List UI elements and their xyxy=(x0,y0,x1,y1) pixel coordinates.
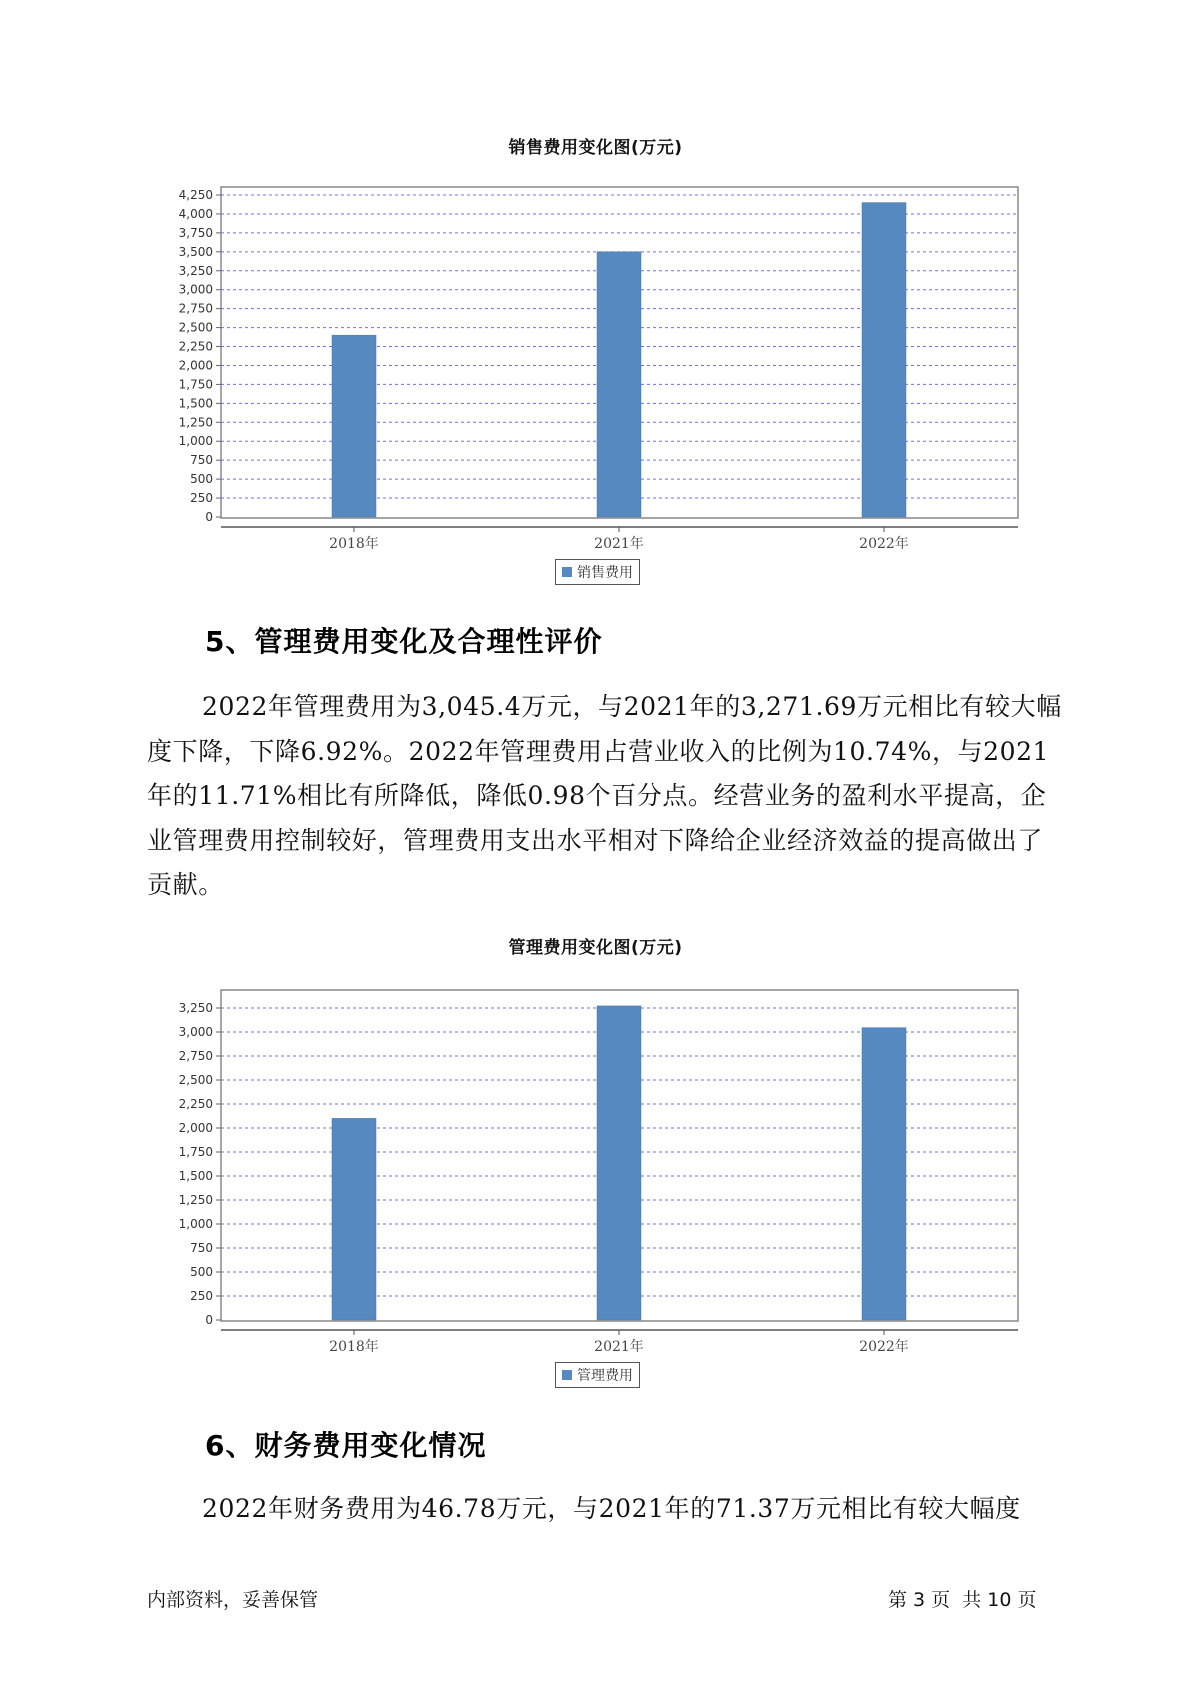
y-tick-label: 2,250 xyxy=(178,1097,213,1111)
y-tick-label: 2,500 xyxy=(178,320,213,335)
y-tick-label: 4,250 xyxy=(178,188,213,202)
x-tick-label: 2018年 xyxy=(329,1339,379,1355)
y-tick-label: 250 xyxy=(190,491,213,506)
section-5-heading: 5、管理费用变化及合理性评价 xyxy=(205,625,603,658)
bar xyxy=(862,1028,906,1320)
y-tick-label: 1,750 xyxy=(178,377,213,392)
y-tick-label: 1,500 xyxy=(178,1169,213,1183)
footer-left: 内部资料，妥善保管 xyxy=(147,1589,319,1611)
y-tick-label: 0 xyxy=(205,1313,213,1327)
x-tick-label: 2022年 xyxy=(859,536,909,552)
section-5-text: 2022年管理费用为3,045.4万元，与2021年的3,271.69万元相比有较大幅度下降，下降6.92%。2022年管理费用占营业收入的比例为10.74%，与2021年的11.71%相比有所降低，降低0.98个百分点。经营业务的盈利水平提高，企业管理费用控制较好，管理费用支出水平相对下降给企业经济效益的提高做出了贡献。 xyxy=(147,692,1062,899)
chart-title: 管理费用变化图(万元) xyxy=(508,938,683,958)
x-tick-label: 2021年 xyxy=(594,536,644,552)
y-tick-label: 3,750 xyxy=(178,225,213,240)
y-tick-label: 3,000 xyxy=(178,282,213,297)
y-tick-label: 3,000 xyxy=(178,1025,213,1039)
y-tick-label: 750 xyxy=(190,453,213,468)
y-tick-label: 2,000 xyxy=(178,1121,213,1135)
x-tick-label: 2018年 xyxy=(329,536,379,552)
legend-label: 销售费用 xyxy=(577,565,633,581)
y-tick-label: 500 xyxy=(190,1265,213,1279)
y-tick-label: 3,250 xyxy=(178,1001,213,1015)
legend-swatch xyxy=(562,1370,572,1380)
bar xyxy=(597,1006,641,1320)
section-6-paragraph xyxy=(147,1487,1067,1532)
y-tick-label: 1,250 xyxy=(178,415,213,430)
x-tick-label: 2022年 xyxy=(859,1339,909,1355)
x-tick-label: 2021年 xyxy=(594,1339,644,1355)
y-tick-label: 3,250 xyxy=(178,263,213,278)
y-tick-label: 1,500 xyxy=(178,396,213,411)
y-tick-label: 1,750 xyxy=(178,1145,213,1159)
y-tick-label: 750 xyxy=(190,1241,213,1255)
y-tick-label: 0 xyxy=(205,510,213,524)
y-tick-label: 3,500 xyxy=(178,244,213,259)
y-tick-label: 2,250 xyxy=(178,339,213,354)
legend-label: 管理费用 xyxy=(577,1368,633,1384)
bar xyxy=(332,1118,376,1320)
chart-legend xyxy=(555,1362,640,1388)
y-tick-label: 1,000 xyxy=(178,1217,213,1231)
y-tick-label: 500 xyxy=(190,472,213,487)
y-tick-label: 2,000 xyxy=(178,358,213,373)
footer-page-number: 第 3 页 共 10 页 xyxy=(888,1589,1037,1611)
y-tick-label: 1,250 xyxy=(178,1193,213,1207)
y-tick-label: 1,000 xyxy=(178,434,213,449)
section-6-text: 2022年财务费用为46.78万元，与2021年的71.37万元相比有较大幅度 xyxy=(202,1494,1021,1523)
y-tick-label: 4,000 xyxy=(178,206,213,221)
chart-title: 销售费用变化图(万元) xyxy=(508,138,683,158)
y-tick-label: 250 xyxy=(190,1289,213,1303)
y-tick-label: 2,750 xyxy=(178,301,213,316)
y-tick-label: 2,750 xyxy=(178,1049,213,1063)
section-6-heading: 6、财务费用变化情况 xyxy=(205,1429,487,1462)
y-tick-label: 2,500 xyxy=(178,1073,213,1087)
